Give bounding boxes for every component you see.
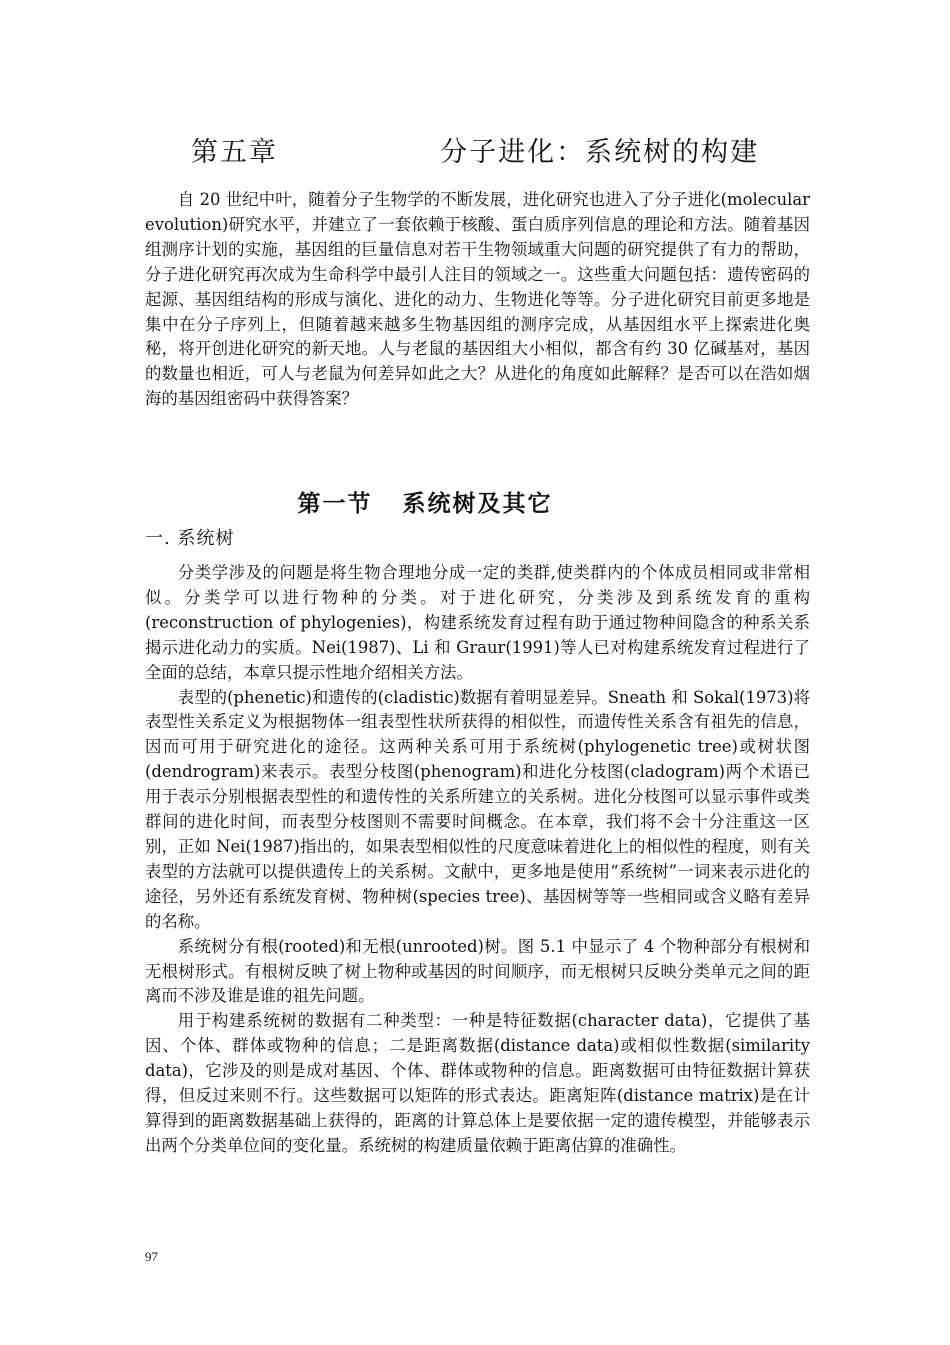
intro-text (145, 188, 810, 412)
intro-paragraph: 自 20 世纪中叶，随着分子生物学的不断发展，进化研究也进入了分子进化(molecular evolution)研究水平，并建立了一套依赖于核酸、蛋白质序列信息的理论和方法。随着基因组测序计划的实施，基因组的巨量信息对若干生物领域重大问题的研究提供了有力的帮助，分子进化研究再次成为生命科学中最引人注目的领域之一。这些重大问题包括：遗传密码的起源、基因组结构的形成与演化、进化的动力、生物进化等等。分子进化研究目前更多地是集中在分子序列上，但随着越来越多生物基因组的测序完成，从基因组水平上探索进化奥秘，将开创进化研究的新天地。人与老鼠的基因组大小相似，都含有约 30 亿碱基对，基因的数量也相近，可人与老鼠为何差异如此之大？从进化的角度如此解释？是否可以在浩如烟海的基因组密码中获得答案？ (145, 190, 810, 409)
section-body (145, 561, 810, 1159)
section-title: 第一节 系统树及其它 (297, 490, 553, 518)
body-paragraph-4: 用于构建系统树的数据有二种类型：一种是特征数据(character data)，它提供了基因、个体、群体或物种的信息；二是距离数据(distance data)或相似性数据(similarity data)，它涉及的则是成对基因、个体、群体或物种的信息。距离数据可由特征数据计算获得，但反过来则不行。这些数据可以矩阵的形式表达。距离矩阵(distance matrix)是在计算得到的距离数据基础上获得的，距离的计算总体上是要依据一定的遗传模型，并能够表示出两个分类单位间的变化量。系统树的构建质量依赖于距离估算的准确性。 (145, 1011, 810, 1155)
chapter-title: 第五章 分子进化：系统树的构建 (190, 137, 760, 169)
body-paragraph-1: 分类学涉及的问题是将生物合理地分成一定的类群,使类群内的个体成员相同或非常相似。分类学可以进行物种的分类。对于进化研究，分类涉及到系统发育的重构(reconstruction of phylogenies)，构建系统发育过程有助于通过物种间隐含的种系关系揭示进化动力的实质。Nei(1987)、Li 和 Graur(1991)等人已对构建系统发育过程进行了全面的总结，本章只提示性地介绍相关方法。 (145, 563, 810, 682)
body-paragraph-3: 系统树分有根(rooted)和无根(unrooted)树。图 5.1 中显示了 4 个物种部分有根树和无根树形式。有根树反映了树上物种或基因的时间顺序，而无根树只反映分类单元之间的距离而不涉及谁是谁的祖先问题。 (145, 936, 810, 1006)
body-paragraph-2: 表型的(phenetic)和遗传的(cladistic)数据有着明显差异。Sneath 和 Sokal(1973)将表型性关系定义为根据物体一组表型性状所获得的相似性，而遗传性关系含有祖先的信息，因而可用于研究进化的途径。这两种关系可用于系统树(phylogenetic tree)或树状图(dendrogram)来表示。表型分枝图(phenogram)和进化分枝图(cladogram)两个术语已用于表示分别根据表型性的和遗传性的关系所建立的关系树。进化分枝图可以显示事件或类群间的进化时间，而表型分枝图则不需要时间概念。在本章，我们将不会十分注重这一区别，正如 Nei(1987)指出的，如果表型相似性的尺度意味着进化上的相似性的程度，则有关表型的方法就可以提供遗传上的关系树。文献中，更多地是使用“系统树”一词来表示进化的途径，另外还有系统发育树、物种树(species tree)、基因树等等一些相同或含义略有差异的名称。 (145, 687, 810, 931)
page-number: 97 (145, 1249, 158, 1264)
subsection-title: 一. 系统树 (145, 528, 235, 549)
